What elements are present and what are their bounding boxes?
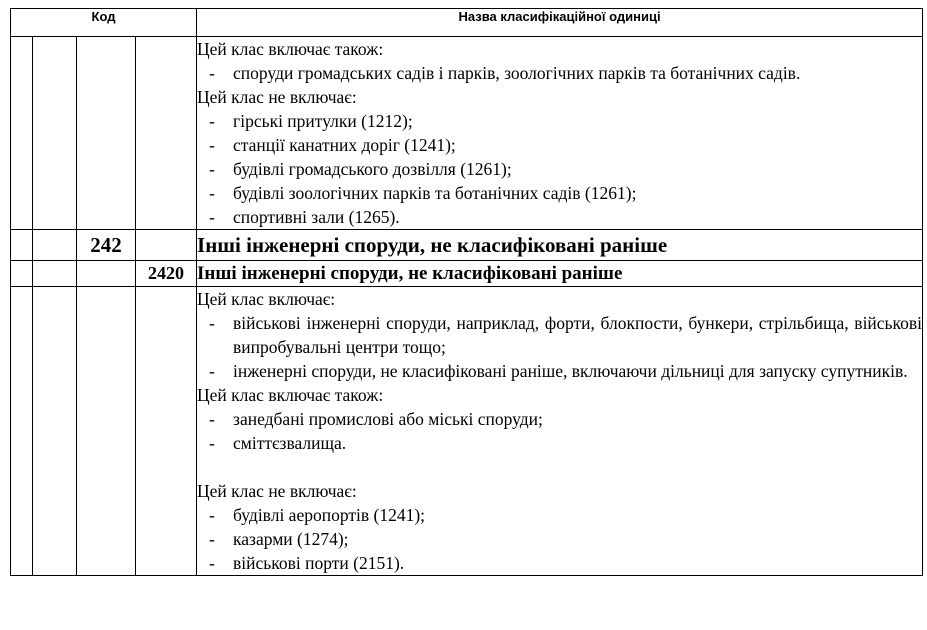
code-cell-group [77, 37, 136, 230]
also-includes-list [197, 61, 922, 85]
list-item: - гірські притулки (1212); [209, 111, 413, 131]
includes-intro: Цей клас включає: [197, 289, 336, 309]
dash-marker: - [209, 135, 215, 155]
table-row [11, 37, 923, 230]
dash-marker: - [209, 207, 215, 227]
dash-marker: - [209, 313, 215, 333]
also-includes-list [197, 407, 922, 455]
dash-marker: - [209, 361, 215, 381]
list-item: - військові порти (2151). [209, 553, 405, 573]
code-cell-division [33, 37, 77, 230]
code-column-header: Код [11, 9, 197, 37]
code-cell-division [33, 261, 77, 287]
code-cell-section [11, 37, 33, 230]
list-item: - сміттєзвалища. [209, 433, 347, 453]
description-cell [197, 37, 923, 230]
code-cell-section [11, 230, 33, 261]
code-cell-group [77, 261, 136, 287]
code-cell-division [33, 230, 77, 261]
dash-marker: - [209, 505, 215, 525]
description-cell [197, 287, 923, 576]
table-header-row [11, 9, 923, 37]
dash-marker: - [209, 63, 215, 83]
code-cell-section [11, 261, 33, 287]
list-item: - будівлі аеропортів (1241); [209, 505, 426, 525]
also-includes-intro: Цей клас включає також: [197, 39, 384, 59]
code-cell-division [33, 287, 77, 576]
group-row-242 [11, 230, 923, 261]
dash-marker: - [209, 111, 215, 131]
dash-marker: - [209, 409, 215, 429]
group-code: 242 [77, 230, 136, 261]
dash-marker: - [209, 553, 215, 573]
includes-list [197, 311, 922, 383]
class-code: 2420 [136, 261, 197, 287]
class-row-2420 [11, 261, 923, 287]
list-item: - військові інженерні споруди, наприклад, форти, блокпости, бункери, стрільбища, військові випробувальні центри тощо; [209, 313, 923, 357]
group-title: Інші інженерні споруди, не класифіковані раніше [197, 230, 923, 261]
dash-marker: - [209, 183, 215, 203]
excludes-intro: Цей клас не включає: [197, 481, 357, 501]
list-item: - інженерні споруди, не класифіковані раніше, включаючи дільниці для запуску супутників. [209, 361, 908, 381]
code-cell-class [136, 230, 197, 261]
name-column-header: Назва класифікаційної одиниці [197, 9, 923, 37]
dash-marker: - [209, 529, 215, 549]
excludes-list [197, 503, 922, 575]
excludes-intro: Цей клас не включає: [197, 87, 357, 107]
list-item: - казарми (1274); [209, 529, 349, 549]
class-title: Інші інженерні споруди, не класифіковані раніше [197, 261, 923, 287]
list-item: - спортивні зали (1265). [209, 207, 400, 227]
dash-marker: - [209, 433, 215, 453]
list-item: - будівлі зоологічних парків та ботанічних садів (1261); [209, 183, 637, 203]
code-cell-section [11, 287, 33, 576]
excludes-list [197, 109, 922, 229]
list-item: - занедбані промислові або міські споруди; [209, 409, 543, 429]
code-cell-class [136, 287, 197, 576]
also-includes-intro: Цей клас включає також: [197, 385, 384, 405]
list-item: - станції канатних доріг (1241); [209, 135, 456, 155]
table-row [11, 287, 923, 576]
code-cell-class [136, 37, 197, 230]
dash-marker: - [209, 159, 215, 179]
classification-table [10, 8, 923, 576]
list-item: - споруди громадських садів і парків, зоологічних парків та ботанічних садів. [209, 63, 801, 83]
code-cell-group [77, 287, 136, 576]
list-item: - будівлі громадського дозвілля (1261); [209, 159, 512, 179]
paragraph-gap [197, 455, 922, 479]
